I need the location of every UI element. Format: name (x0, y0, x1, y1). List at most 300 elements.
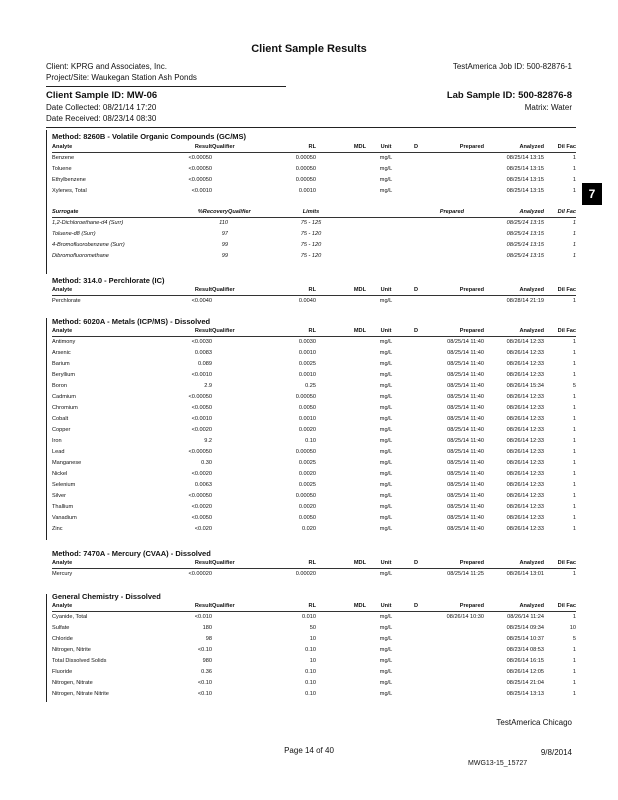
table-row (52, 458, 576, 469)
cell-analyte: Fluoride (52, 669, 73, 675)
table-row (52, 153, 576, 165)
column-header-result: Result (152, 286, 212, 296)
surrogate-row (52, 251, 576, 262)
cell-qualifier (212, 296, 260, 308)
column-header-analyzed: Analyzed (484, 327, 544, 337)
cell-d (406, 524, 426, 535)
cell-dil: 1 (572, 394, 576, 400)
cell-analyzed: 08/26/14 12:33 (506, 394, 544, 400)
column-header-dil: Dil Fac (544, 559, 576, 569)
surrogate-header (52, 208, 576, 218)
cell-analyte: Cadmium (52, 394, 76, 400)
column-header-d: D (406, 143, 426, 153)
cell-analyte: Beryllium (52, 372, 76, 378)
cell-prepared (426, 186, 484, 197)
surrogate-cell-surrogate: Dibromofluoromethane (52, 253, 109, 259)
column-header-qualifier: Qualifier (212, 327, 260, 337)
cell-rl: 0.0020 (298, 427, 316, 433)
cell-analyte: Perchlorate (52, 298, 81, 304)
cell-rl: 0.00050 (295, 493, 316, 499)
cell-d (406, 348, 426, 359)
cell-d (406, 480, 426, 491)
cell-d (406, 689, 426, 700)
table-header (52, 327, 576, 337)
cell-mdl (316, 502, 366, 513)
column-header-analyzed: Analyzed (484, 286, 544, 296)
cell-analyte: Antimony (52, 339, 76, 345)
cell-result: <0.00020 (188, 571, 212, 577)
cell-dil: 1 (572, 361, 576, 367)
cell-d (406, 392, 426, 403)
cell-mdl (316, 656, 366, 667)
cell-analyzed: 08/25/14 13:15 (506, 166, 544, 172)
cell-unit: mg/L (379, 155, 393, 161)
surrogate-cell-dil: 1 (572, 242, 576, 248)
cell-unit: mg/L (379, 416, 393, 422)
surrogate-row (52, 229, 576, 240)
cell-prepared (426, 689, 484, 700)
cell-rl: 0.00020 (295, 571, 316, 577)
cell-prepared: 08/25/14 11:40 (447, 438, 484, 444)
column-header-mdl: MDL (316, 143, 366, 153)
cell-analyte: Total Dissolved Solids (52, 658, 107, 664)
column-header-analyte: Analyte (52, 602, 152, 612)
cell-analyte: Xylenes, Total (52, 188, 87, 194)
cell-analyzed: 08/26/14 12:33 (506, 416, 544, 422)
table-row (52, 403, 576, 414)
column-header-d: D (406, 327, 426, 337)
cell-mdl (316, 634, 366, 645)
section-title-perchlorate: Method: 314.0 - Perchlorate (IC) (52, 276, 165, 285)
column-header-mdl: MDL (316, 602, 366, 612)
cell-dil: 1 (572, 571, 576, 577)
cell-qualifier (212, 678, 260, 689)
cell-qualifier (212, 175, 260, 186)
cell-unit: mg/L (379, 427, 393, 433)
cell-rl: 0.0050 (298, 515, 316, 521)
column-header-prepared: Prepared (426, 327, 484, 337)
perchlorate-table (52, 286, 576, 307)
cell-result: 0.36 (201, 669, 212, 675)
cell-analyte: Arsenic (52, 350, 71, 356)
surrogate-header-limits: Limits (276, 208, 346, 218)
table-row (52, 381, 576, 392)
cell-rl: 10 (309, 658, 316, 664)
cell-analyte: Toluene (52, 166, 72, 172)
page-number: Page 14 of 40 (284, 746, 334, 755)
cell-d (406, 513, 426, 524)
cell-analyzed: 08/26/14 12:33 (506, 339, 544, 345)
cell-dil: 10 (569, 625, 576, 631)
cell-dil: 1 (572, 416, 576, 422)
cell-mdl (316, 447, 366, 458)
cell-analyte: Manganese (52, 460, 82, 466)
table-row (52, 678, 576, 689)
cell-analyzed: 08/26/14 12:33 (506, 438, 544, 444)
cell-analyte: Vanadium (52, 515, 77, 521)
cell-dil: 1 (572, 691, 576, 697)
table-row (52, 348, 576, 359)
cell-unit: mg/L (379, 350, 393, 356)
cell-rl: 0.10 (305, 680, 316, 686)
table-row (52, 645, 576, 656)
column-header-unit: Unit (366, 559, 406, 569)
cell-rl: 0.010 (302, 614, 316, 620)
surrogate-cell-qualifier (228, 229, 276, 240)
cell-mdl (316, 612, 366, 624)
cell-result: <0.020 (194, 526, 212, 532)
cell-unit: mg/L (379, 298, 393, 304)
cell-analyte: Chloride (52, 636, 73, 642)
surrogate-cell-analyzed: 08/25/14 13:15 (506, 220, 544, 226)
cell-dil: 1 (572, 614, 576, 620)
cell-d (406, 414, 426, 425)
page-title: Client Sample Results (251, 43, 367, 55)
cell-analyzed: 08/26/14 12:33 (506, 460, 544, 466)
cell-d (406, 623, 426, 634)
cell-analyte: Copper (52, 427, 71, 433)
surrogate-header-surrogate: Surrogate (52, 208, 172, 218)
cell-mdl (316, 153, 366, 165)
report-date: 9/8/2014 (540, 748, 572, 757)
cell-result: 0.0083 (194, 350, 212, 356)
table-row (52, 656, 576, 667)
surrogate-cell-prepared (346, 229, 464, 240)
cell-d (406, 436, 426, 447)
cell-analyzed: 08/28/14 21:19 (506, 298, 544, 304)
cell-analyte: Iron (52, 438, 62, 444)
column-header-analyte: Analyte (52, 143, 152, 153)
cell-unit: mg/L (379, 691, 393, 697)
matrix: Matrix: Water (524, 103, 572, 112)
cell-qualifier (212, 436, 260, 447)
cell-qualifier (212, 337, 260, 349)
cell-analyzed: 08/26/14 11:24 (507, 614, 544, 620)
cell-analyte: Silver (52, 493, 66, 499)
cell-rl: 0.25 (305, 383, 316, 389)
cell-d (406, 359, 426, 370)
cell-qualifier (212, 381, 260, 392)
cell-result: <0.00050 (188, 155, 212, 161)
cell-qualifier (212, 469, 260, 480)
column-header-result: Result (152, 143, 212, 153)
lab-name: TestAmerica Chicago (496, 718, 572, 727)
cell-dil: 1 (572, 658, 576, 664)
cell-mdl (316, 359, 366, 370)
client-sample-id: Client Sample ID: MW-06 (46, 90, 158, 101)
cell-result: 9.2 (204, 438, 212, 444)
surrogate-cell-limits: 75 - 120 (300, 231, 322, 237)
cell-unit: mg/L (379, 636, 393, 642)
surrogate-cell-limits: 75 - 120 (300, 242, 322, 248)
cell-qualifier (212, 480, 260, 491)
cell-rl: 0.0010 (298, 372, 316, 378)
date-collected: Date Collected: 08/21/14 17:20 (46, 103, 157, 112)
cell-qualifier (212, 513, 260, 524)
cell-analyzed: 08/25/14 13:15 (506, 155, 544, 161)
surrogate-cell-recovery: 110 (219, 220, 228, 226)
column-header-result: Result (152, 327, 212, 337)
cell-unit: mg/L (379, 482, 393, 488)
cell-analyzed: 08/26/14 15:34 (506, 383, 544, 389)
section-title-mercury: Method: 7470A - Mercury (CVAA) - Dissolved (52, 549, 211, 558)
cell-d (406, 612, 426, 624)
cell-analyte: Nitrogen, Nitrate Nitrite (52, 691, 109, 697)
cell-result: 0.30 (201, 460, 212, 466)
column-header-prepared: Prepared (426, 602, 484, 612)
cell-prepared: 08/25/14 11:40 (447, 416, 484, 422)
table-row (52, 175, 576, 186)
cell-analyte: Sulfate (52, 625, 70, 631)
column-header-unit: Unit (366, 602, 406, 612)
cell-d (406, 175, 426, 186)
cell-dil: 1 (572, 155, 576, 161)
general-table (52, 602, 576, 700)
surrogate-header-dil: Dil Fac (544, 208, 576, 218)
cell-mdl (316, 667, 366, 678)
cell-analyte: Benzene (52, 155, 75, 161)
cell-d (406, 469, 426, 480)
cell-unit: mg/L (379, 614, 393, 620)
cell-analyzed: 08/23/14 08:53 (506, 647, 544, 653)
cell-dil: 1 (572, 482, 576, 488)
surrogate-header-recovery: %Recovery (172, 208, 228, 218)
column-header-dil: Dil Fac (544, 143, 576, 153)
cell-result: 980 (202, 658, 212, 664)
cell-analyzed: 08/26/14 12:33 (506, 482, 544, 488)
cell-dil: 1 (572, 680, 576, 686)
cell-qualifier (212, 414, 260, 425)
cell-qualifier (212, 403, 260, 414)
cell-unit: mg/L (379, 166, 393, 172)
date-received: Date Received: 08/23/14 08:30 (46, 114, 157, 123)
document-id: MWG13-15_15727 (468, 760, 528, 767)
cell-mdl (316, 296, 366, 308)
cell-prepared: 08/25/14 11:40 (447, 515, 484, 521)
cell-qualifier (212, 569, 260, 581)
cell-dil: 1 (572, 471, 576, 477)
cell-unit: mg/L (379, 438, 393, 444)
cell-result: <0.010 (194, 614, 212, 620)
divider (46, 127, 576, 128)
cell-prepared: 08/26/14 10:30 (446, 614, 484, 620)
surrogate-cell-surrogate: Toluene-d8 (Surr) (52, 231, 96, 237)
cell-unit: mg/L (379, 515, 393, 521)
table-header (52, 602, 576, 612)
cell-dil: 5 (572, 636, 576, 642)
cell-rl: 0.10 (305, 691, 316, 697)
column-header-qualifier: Qualifier (212, 143, 260, 153)
cell-qualifier (212, 634, 260, 645)
cell-analyte: Nickel (52, 471, 68, 477)
cell-d (406, 186, 426, 197)
cell-d (406, 164, 426, 175)
cell-rl: 0.020 (302, 526, 316, 532)
cell-result: 2.9 (204, 383, 212, 389)
table-row (52, 623, 576, 634)
cell-analyte: Zinc (52, 526, 63, 532)
cell-d (406, 458, 426, 469)
cell-dil: 5 (572, 383, 576, 389)
cell-prepared: 08/25/14 11:40 (447, 427, 484, 433)
cell-unit: mg/L (379, 493, 393, 499)
cell-result: <0.00050 (188, 394, 212, 400)
cell-unit: mg/L (379, 526, 393, 532)
surrogate-cell-prepared (346, 240, 464, 251)
cell-unit: mg/L (379, 680, 393, 686)
table-row (52, 513, 576, 524)
cell-rl: 0.00050 (295, 155, 316, 161)
cell-unit: mg/L (379, 372, 393, 378)
cell-prepared: 08/25/14 11:40 (447, 493, 484, 499)
cell-prepared (426, 296, 484, 308)
cell-d (406, 569, 426, 581)
cell-unit: mg/L (379, 647, 393, 653)
cell-d (406, 502, 426, 513)
cell-qualifier (212, 502, 260, 513)
cell-prepared: 08/25/14 11:40 (447, 504, 484, 510)
cell-analyzed: 08/25/14 13:15 (506, 188, 544, 194)
cell-mdl (316, 164, 366, 175)
cell-d (406, 491, 426, 502)
cell-mdl (316, 524, 366, 535)
divider (46, 86, 286, 87)
cell-prepared (426, 634, 484, 645)
cell-mdl (316, 337, 366, 349)
cell-rl: 0.00050 (295, 177, 316, 183)
table-row (52, 469, 576, 480)
bracket-line (46, 130, 47, 274)
cell-result: <0.10 (197, 680, 212, 686)
cell-unit: mg/L (379, 394, 393, 400)
surrogate-cell-surrogate: 4-Bromofluorobenzene (Surr) (52, 242, 125, 248)
column-header-mdl: MDL (316, 559, 366, 569)
cell-unit: mg/L (379, 625, 393, 631)
column-header-analyzed: Analyzed (484, 143, 544, 153)
cell-analyzed: 08/26/14 12:33 (506, 361, 544, 367)
cell-qualifier (212, 392, 260, 403)
cell-unit: mg/L (379, 658, 393, 664)
column-header-mdl: MDL (316, 286, 366, 296)
cell-result: <0.0040 (191, 298, 212, 304)
cell-unit: mg/L (379, 504, 393, 510)
cell-prepared (426, 667, 484, 678)
surrogate-cell-qualifier (228, 218, 276, 230)
cell-analyzed: 08/26/14 12:33 (506, 427, 544, 433)
cell-analyzed: 08/26/14 12:33 (506, 493, 544, 499)
surrogate-cell-dil: 1 (572, 253, 576, 259)
cell-mdl (316, 436, 366, 447)
cell-rl: 50 (309, 625, 316, 631)
cell-unit: mg/L (379, 383, 393, 389)
cell-qualifier (212, 491, 260, 502)
cell-analyzed: 08/26/14 12:33 (506, 350, 544, 356)
cell-dil: 1 (572, 647, 576, 653)
column-header-analyzed: Analyzed (484, 559, 544, 569)
cell-analyte: Barium (52, 361, 70, 367)
cell-unit: mg/L (379, 177, 393, 183)
cell-qualifier (212, 623, 260, 634)
cell-rl: 10 (309, 636, 316, 642)
cell-analyzed: 08/26/14 12:33 (506, 449, 544, 455)
cell-analyzed: 08/25/14 21:04 (506, 680, 544, 686)
cell-rl: 0.0050 (298, 405, 316, 411)
cell-unit: mg/L (379, 471, 393, 477)
cell-analyte: Nitrogen, Nitrate (52, 680, 93, 686)
cell-result: <0.0010 (191, 416, 212, 422)
table-header (52, 143, 576, 153)
cell-unit: mg/L (379, 339, 393, 345)
table-row (52, 392, 576, 403)
column-header-rl: RL (260, 286, 316, 296)
voc-table (52, 143, 576, 197)
cell-d (406, 381, 426, 392)
section-title-metals: Method: 6020A - Metals (ICP/MS) - Dissolved (52, 317, 211, 326)
table-row (52, 480, 576, 491)
cell-prepared (426, 656, 484, 667)
table-row (52, 667, 576, 678)
cell-analyzed: 08/25/14 13:13 (506, 691, 544, 697)
cell-dil: 1 (572, 493, 576, 499)
cell-rl: 0.0010 (298, 188, 316, 194)
cell-rl: 0.0030 (298, 339, 316, 345)
cell-mdl (316, 186, 366, 197)
cell-mdl (316, 678, 366, 689)
cell-prepared: 08/25/14 11:40 (447, 482, 484, 488)
cell-analyte: Mercury (52, 571, 73, 577)
column-header-unit: Unit (366, 143, 406, 153)
cell-unit: mg/L (379, 449, 393, 455)
cell-result: 0.089 (198, 361, 212, 367)
cell-mdl (316, 392, 366, 403)
cell-prepared: 08/25/14 11:40 (447, 361, 484, 367)
cell-rl: 0.0025 (298, 482, 316, 488)
table-row (52, 370, 576, 381)
cell-d (406, 667, 426, 678)
cell-mdl (316, 469, 366, 480)
cell-dil: 1 (572, 449, 576, 455)
cell-mdl (316, 370, 366, 381)
table-header (52, 559, 576, 569)
surrogate-cell-dil: 1 (572, 220, 576, 226)
mercury-table (52, 559, 576, 580)
surrogate-cell-analyzed: 08/25/14 13:15 (506, 231, 544, 237)
cell-d (406, 337, 426, 349)
cell-d (406, 645, 426, 656)
cell-analyzed: 08/26/14 12:33 (506, 405, 544, 411)
cell-result: <0.0020 (191, 504, 212, 510)
column-header-prepared: Prepared (426, 559, 484, 569)
cell-rl: 0.10 (305, 669, 316, 675)
cell-result: <0.0030 (191, 339, 212, 345)
cell-d (406, 634, 426, 645)
cell-prepared: 08/25/14 11:40 (447, 405, 484, 411)
cell-analyte: Nitrogen, Nitrite (52, 647, 91, 653)
table-row (52, 634, 576, 645)
cell-result: <0.00050 (188, 449, 212, 455)
cell-mdl (316, 425, 366, 436)
cell-rl: 0.0025 (298, 361, 316, 367)
cell-unit: mg/L (379, 405, 393, 411)
project-site: Project/Site: Waukegan Station Ash Ponds (46, 73, 197, 82)
cell-dil: 1 (572, 438, 576, 444)
cell-analyte: Cyanide, Total (52, 614, 88, 620)
cell-analyzed: 08/26/14 16:15 (506, 658, 544, 664)
cell-qualifier (212, 359, 260, 370)
cell-dil: 1 (572, 504, 576, 510)
surrogate-cell-surrogate: 1,2-Dichloroethane-d4 (Surr) (52, 220, 124, 226)
cell-analyzed: 08/26/14 12:33 (506, 526, 544, 532)
